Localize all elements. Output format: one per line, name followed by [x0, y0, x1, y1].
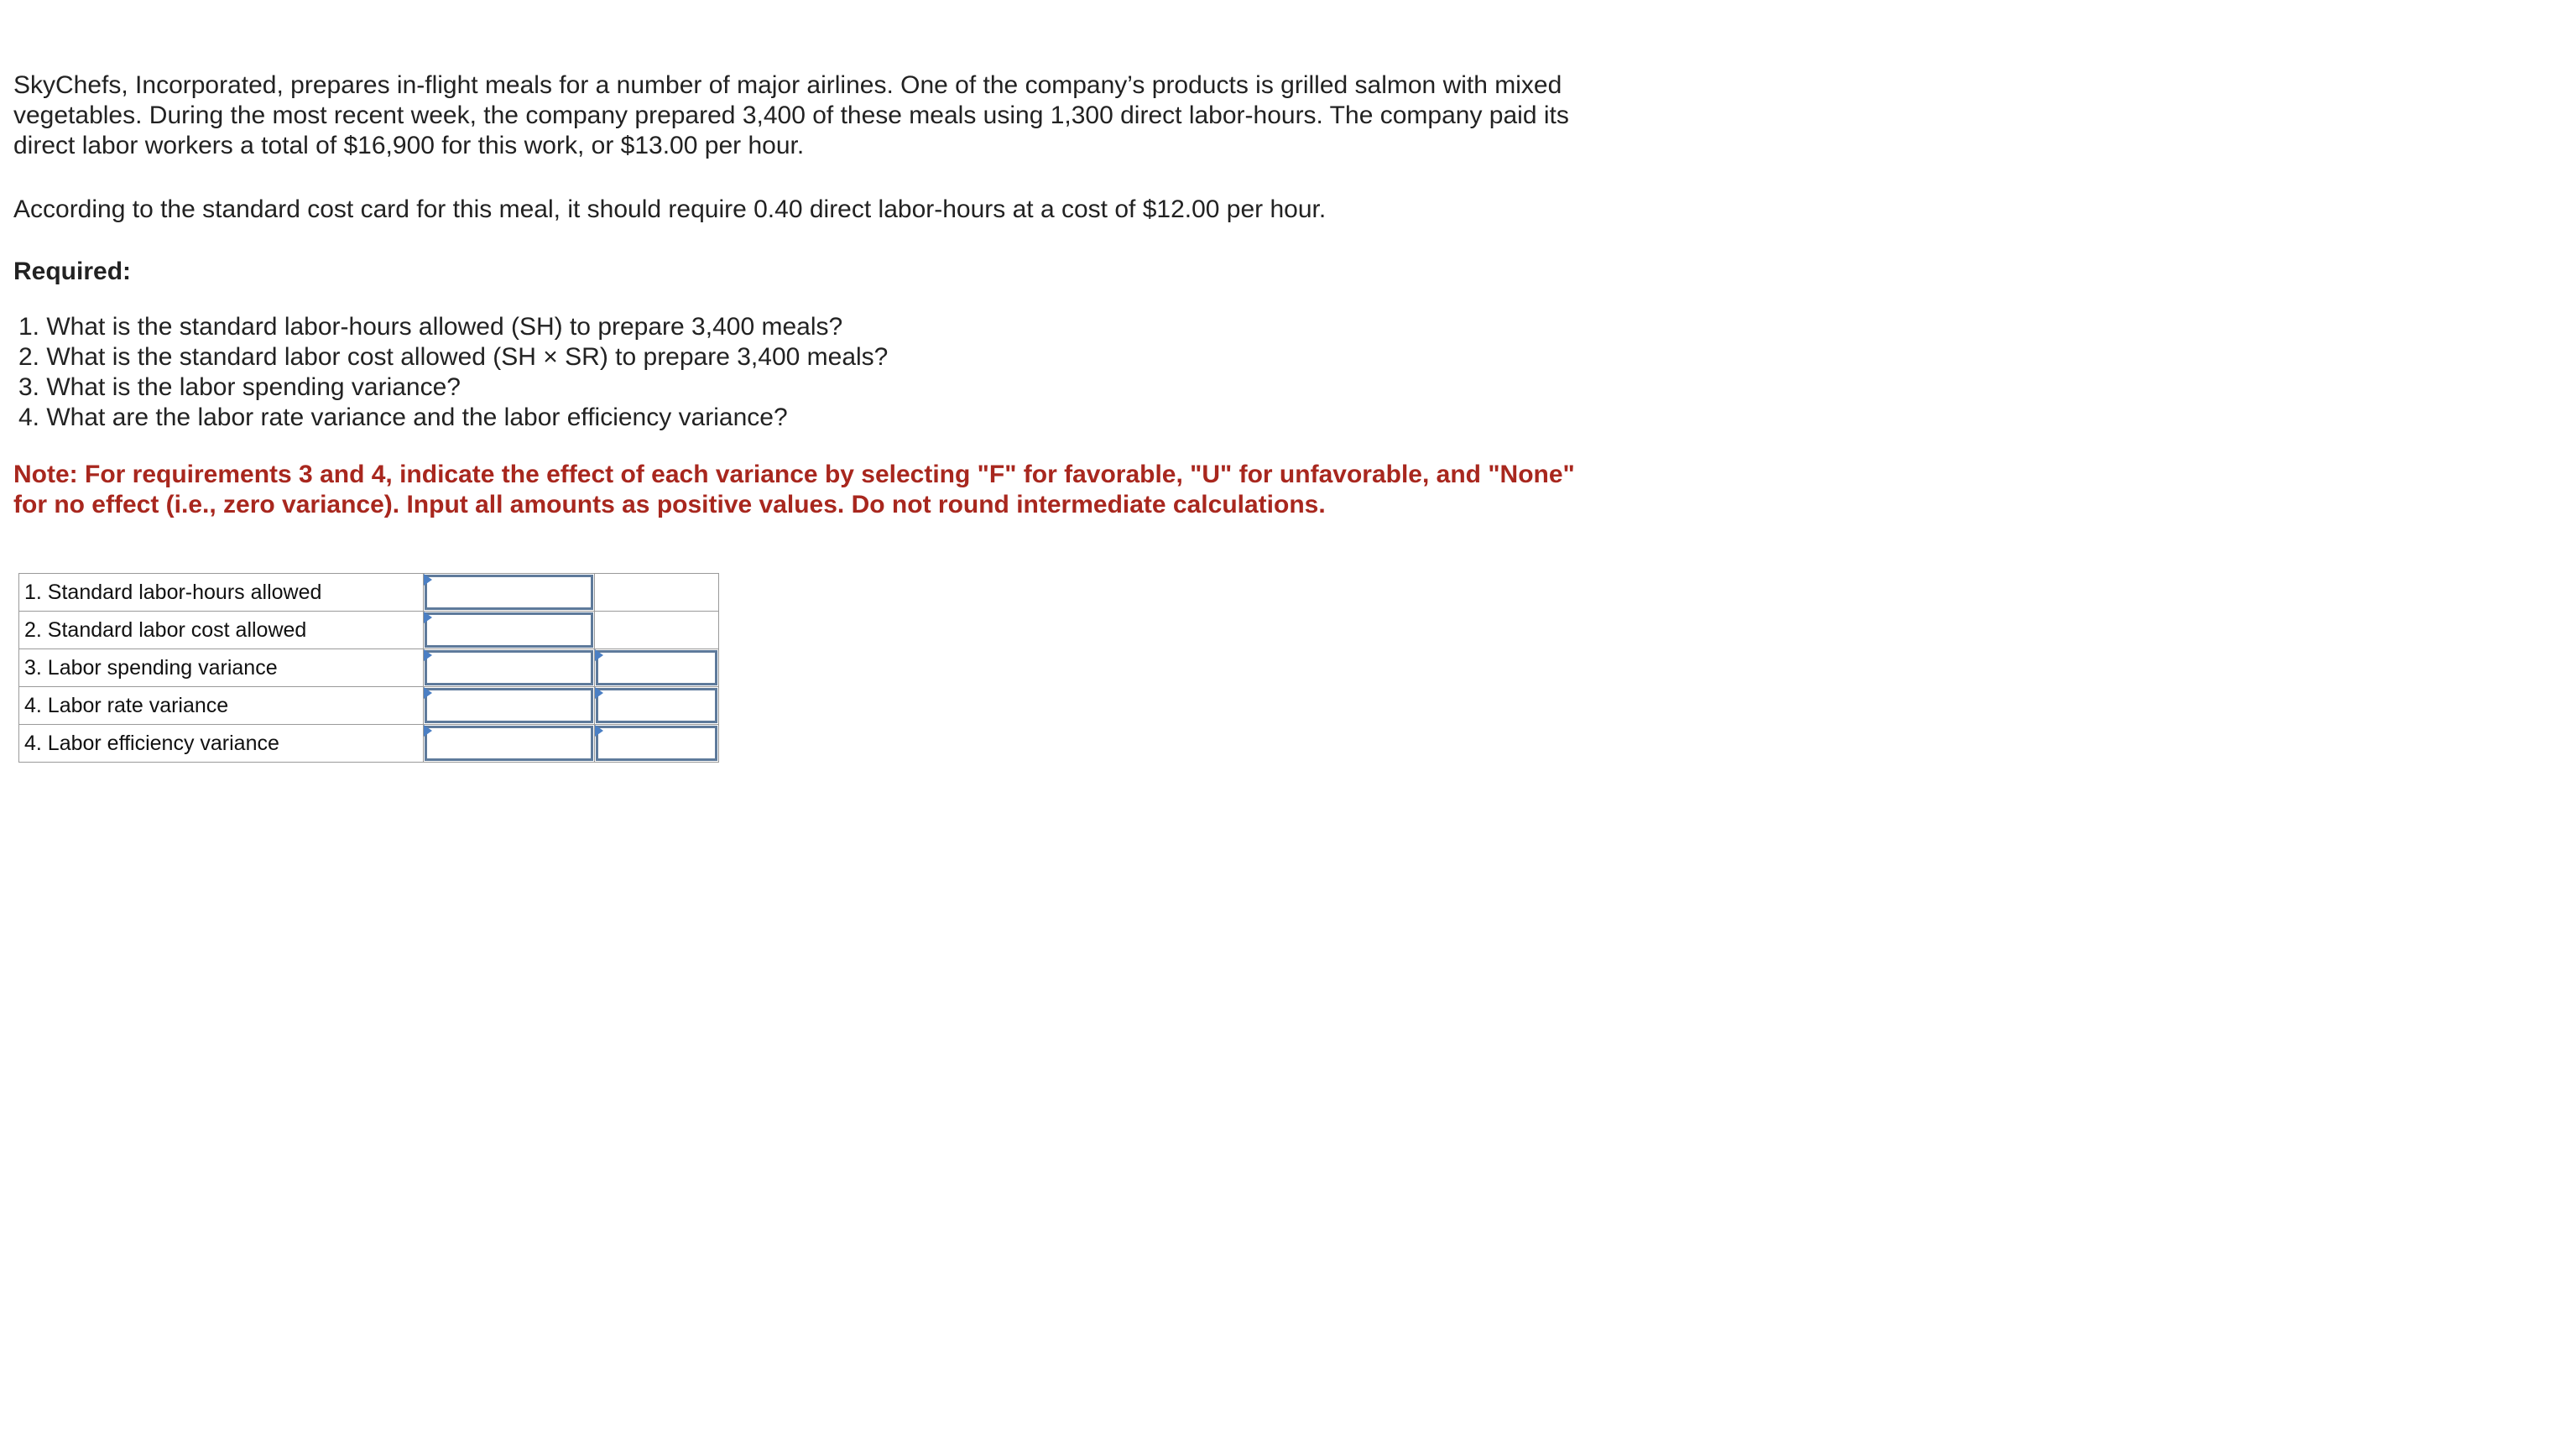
problem-content — [13, 70, 1608, 520]
input-marker-icon — [424, 687, 432, 699]
requirement-3: 3. What is the labor spending variance? — [18, 373, 461, 401]
problem-intro: SkyChefs, Incorporated, prepares in-flight meals for a number of major airlines. One of the company’s products is grilled salmon with mixed vegetables. During the most recent week, the company prepared 3,400 of these meals using 1,300 direct labor-hours. The company paid its direct labor workers a total of $16,900 for this work, or $13.00 per hour. — [13, 71, 1569, 159]
select-marker-icon — [595, 687, 603, 699]
spending-variance-cell — [424, 649, 595, 687]
standard-cost-info: According to the standard cost card for this meal, it should require 0.40 direct labor-hours at a cost of $12.00 per hour. — [13, 195, 1327, 223]
requirement-4: 4. What are the labor rate variance and the labor efficiency variance? — [18, 404, 788, 431]
required-heading: Required: — [13, 258, 132, 285]
answer-table — [18, 573, 719, 763]
row-label-standard-cost: 2. Standard labor cost allowed — [19, 612, 424, 649]
efficiency-variance-effect-cell — [595, 725, 719, 763]
requirement-2: 2. What is the standard labor cost allowed (SH × SR) to prepare 3,400 meals? — [18, 343, 889, 371]
rate-variance-effect-cell — [595, 687, 719, 725]
rate-variance-cell — [424, 687, 595, 725]
requirements-list — [13, 312, 1608, 433]
input-marker-icon — [424, 649, 432, 661]
select-marker-icon — [595, 649, 603, 661]
input-marker-icon — [424, 725, 432, 737]
empty-cell — [595, 574, 719, 612]
row-label-efficiency-variance: 4. Labor efficiency variance — [19, 725, 424, 763]
table-row — [19, 574, 719, 612]
table-row — [19, 687, 719, 725]
row-label-spending-variance: 3. Labor spending variance — [19, 649, 424, 687]
standard-hours-cell — [424, 574, 595, 612]
table-row — [19, 725, 719, 763]
spending-variance-effect-cell — [595, 649, 719, 687]
input-marker-icon — [424, 612, 432, 623]
standard-cost-cell — [424, 612, 595, 649]
requirement-1: 1. What is the standard labor-hours allowed (SH) to prepare 3,400 meals? — [18, 313, 843, 341]
standard-hours-input[interactable] — [425, 575, 593, 610]
standard-cost-input[interactable] — [425, 612, 593, 648]
efficiency-variance-effect-select[interactable] — [596, 726, 717, 761]
spending-variance-amount-input[interactable] — [425, 650, 593, 685]
row-label-standard-hours: 1. Standard labor-hours allowed — [19, 574, 424, 612]
efficiency-variance-amount-input[interactable] — [425, 726, 593, 761]
empty-cell — [595, 612, 719, 649]
table-row — [19, 612, 719, 649]
select-marker-icon — [595, 725, 603, 737]
rate-variance-effect-select[interactable] — [596, 688, 717, 723]
instruction-note: Note: For requirements 3 and 4, indicate the effect of each variance by selecting "F" for favorable, "U" for unfavorable, and "None" for no effect (i.e., zero variance). Input all amounts as positive values. Do not round intermediate calculations. — [13, 461, 1575, 518]
efficiency-variance-cell — [424, 725, 595, 763]
rate-variance-amount-input[interactable] — [425, 688, 593, 723]
table-row — [19, 649, 719, 687]
input-marker-icon — [424, 574, 432, 586]
row-label-rate-variance: 4. Labor rate variance — [19, 687, 424, 725]
spending-variance-effect-select[interactable] — [596, 650, 717, 685]
